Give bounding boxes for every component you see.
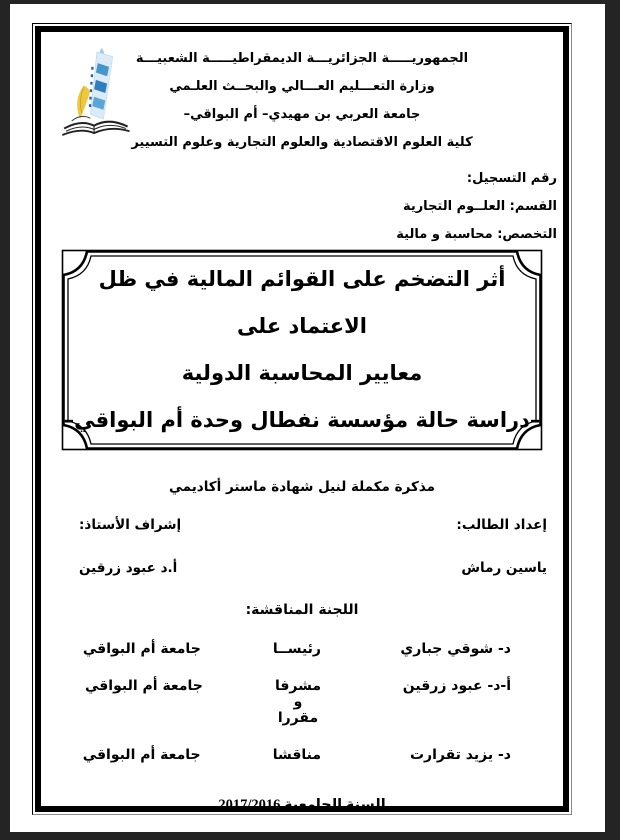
registration-block [41, 157, 563, 249]
student-block [456, 517, 547, 576]
supervisor-name: أ.د عبود زرقين [79, 560, 178, 576]
people-row [41, 517, 563, 576]
committee-row [82, 641, 511, 657]
thesis-title-line-1: أثر التضخم على القوائم المالية في ظل الاعتماد على [98, 267, 506, 338]
university-logo-icon [53, 44, 137, 156]
page-border-inner [35, 26, 569, 812]
degree-note: مذكرة مكملة لنيل شهادة ماستر أكاديمي [169, 479, 435, 495]
committee-member-name: د- شوقي جباري [400, 641, 511, 657]
thesis-title [61, 249, 543, 451]
committee-row [84, 678, 511, 726]
supervisor-block [79, 517, 181, 576]
thesis-title-line-3: –دراسة حالة مؤسسة نفطال وحدة أم البواقي– [63, 408, 541, 432]
page-border-frame [32, 23, 572, 815]
registration-number-label: رقم التسجيل: [466, 171, 557, 186]
republic-line: الجمهوريـــــة الجزائريـــة الديمقراطيـــــة الشعبيـــة [135, 51, 469, 66]
department-line: القسم: العلــوم التجارية [402, 199, 557, 214]
academic-year: السنة الجامعية 2017/2016 [218, 797, 386, 813]
committee-heading: اللجنة المناقشة: [245, 602, 359, 618]
university-line: جامعة العربي بن مهيدي– أم البواقي– [183, 107, 421, 122]
committee-member-university: جامعة أم البواقي [84, 678, 203, 694]
cover-content [41, 32, 563, 813]
faculty-line: كلية العلوم الاقتصادية والعلوم التجارية وعلوم التسيير [131, 135, 473, 150]
committee-member-role: مشرفا و مقررا [274, 678, 321, 726]
committee-member-name: أ-د- عبود زرقين [402, 678, 511, 694]
committee-member-role: رئيســا [272, 641, 321, 657]
committee-table [41, 618, 563, 763]
thesis-title-box [61, 249, 543, 451]
committee-member-name: د- يزيد تقرارت [409, 747, 511, 763]
document-page [10, 4, 605, 832]
committee-row [82, 747, 511, 763]
ministry-line: وزارة التعـــليم العـــالي والبحــث العلـمي [169, 79, 435, 94]
student-label: إعداد الطالب: [456, 517, 547, 533]
supervisor-label: إشراف الأستاذ: [79, 517, 182, 533]
committee-member-university: جامعة أم البواقي [82, 641, 201, 657]
thesis-title-line-2: معايير المحاسبة الدولية [181, 361, 423, 385]
student-name: ياسين رماش [461, 560, 547, 576]
specialty-line: التخصص: محاسبة و مالية [396, 227, 557, 242]
committee-member-role: مناقشا [272, 747, 321, 763]
committee-member-university: جامعة أم البواقي [82, 747, 201, 763]
